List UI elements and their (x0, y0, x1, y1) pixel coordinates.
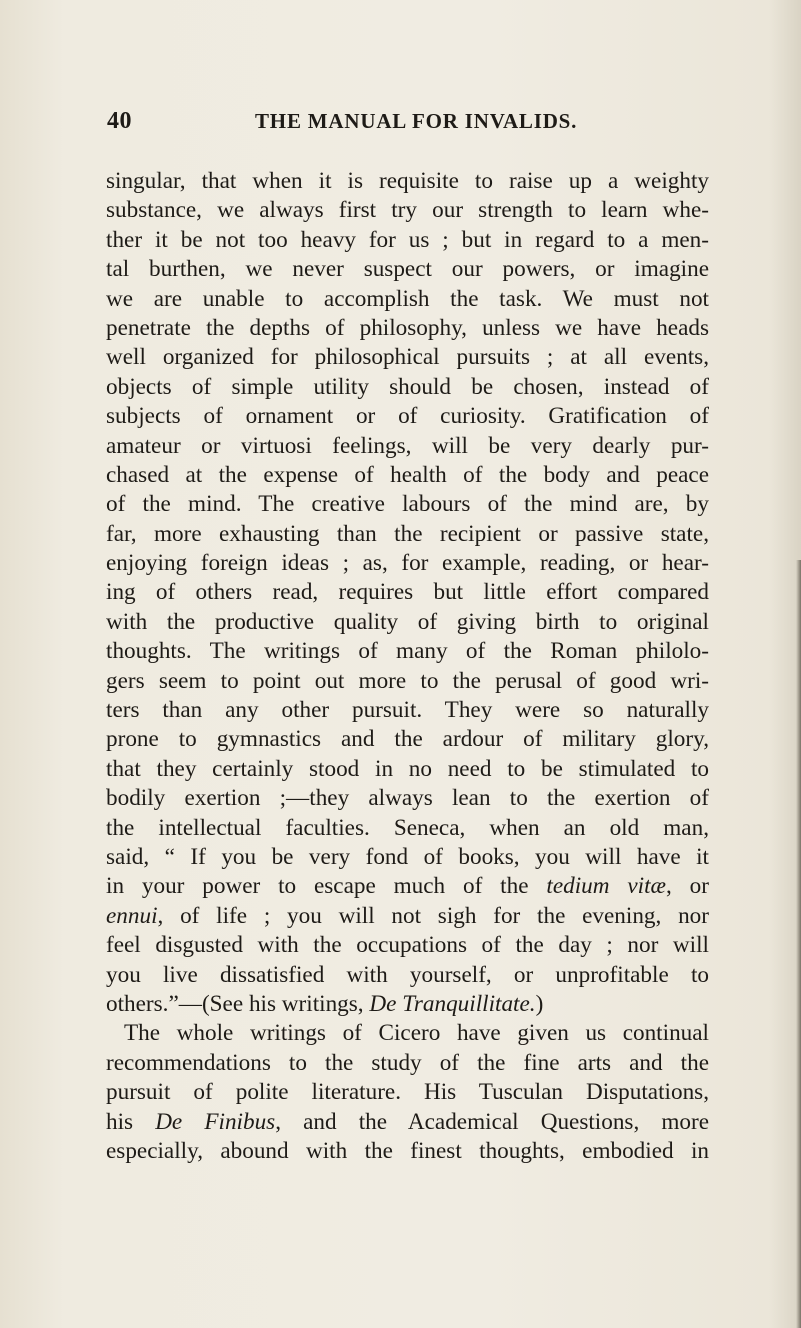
text-line: amateur or virtuosi feelings, will be very dearly pur- (106, 432, 709, 459)
text-line: subjects of ornament or of curiosity. Gratification of (106, 403, 709, 430)
text-line: ters than any other pursuit. They were so naturally (106, 697, 709, 724)
text-line: especially, abound with the finest thoughts, embodied in (106, 1137, 709, 1164)
text-line: with the productive quality of giving birth to original (106, 608, 709, 635)
italic-phrase: tedium vitæ (546, 873, 667, 900)
text-line: tal burthen, we never suspect our powers, or imagine (106, 256, 709, 283)
text-line: singular, that when it is requisite to raise up a weighty (106, 168, 709, 194)
italic-phrase: De Finibus (155, 1108, 276, 1135)
text-line: ing of others read, requires but little effort compared (106, 579, 709, 606)
text-line: the intellectual faculties. Seneca, when an old man, (106, 814, 709, 841)
text-line: thoughts. The writings of many of the Roman philolo- (106, 638, 709, 665)
text-line: well organized for philosophical pursuits ; at all events, (106, 344, 709, 371)
page-header (0, 106, 801, 136)
text-line-italic: ennui, of life ; you will not sigh for the evening, nor (106, 902, 709, 929)
text-line: chased at the expense of health of the body and peace (106, 461, 709, 488)
text-line: said, “ If you be very fond of books, you will have it (106, 843, 709, 870)
text-line: feel disgusted with the occupations of the day ; nor will (106, 932, 709, 959)
text-line: substance, we always first try our strength to learn whe- (106, 197, 709, 224)
text-line: that they certainly stood in no need to be stimulated to (106, 755, 709, 782)
text-line: ther it be not too heavy for us ; but in regard to a men- (106, 226, 709, 253)
body-text (106, 167, 709, 1166)
page-number: 40 (107, 108, 132, 134)
text-line: bodily exertion ;—they always lean to the exertion of (106, 785, 709, 812)
paragraph-first-line: The whole writings of Cicero have given us continual (124, 1020, 709, 1047)
text-line: far, more exhausting than the recipient or passive state, (106, 520, 709, 547)
text-line: penetrate the depths of philosophy, unless we have heads (106, 314, 709, 341)
text-line-italic: his De Finibus, and the Academical Questions, more (106, 1108, 710, 1135)
text-line: we are unable to accomplish the task. We must not (106, 285, 709, 312)
text-line: enjoying foreign ideas ; as, for example, reading, or hear- (106, 550, 709, 577)
text-line: you live dissatisfied with yourself, or unprofitable to (106, 961, 709, 988)
italic-phrase: De Tranquillitate. (369, 990, 536, 1017)
text-line: recommendations to the study of the fine arts and the (106, 1049, 709, 1076)
text-line: pursuit of polite literature. His Tusculan Disputations, (106, 1079, 709, 1106)
text-line: prone to gymnastics and the ardour of military glory, (106, 726, 709, 753)
text-line: objects of simple utility should be chosen, instead of (106, 373, 709, 400)
text-line: of the mind. The creative labours of the mind are, by (106, 491, 709, 518)
page-edge-shadow (796, 560, 801, 1328)
text-line-italic: in your power to escape much of the tedium vitæ, or (106, 873, 709, 900)
italic-phrase: ennui (106, 902, 158, 929)
running-head: THE MANUAL FOR INVALIDS. (255, 109, 578, 133)
text-line-italic: others.”—(See his writings, De Tranquillitate.) (106, 990, 544, 1017)
text-line: gers seem to point out more to the perusal of good wri- (106, 667, 709, 694)
